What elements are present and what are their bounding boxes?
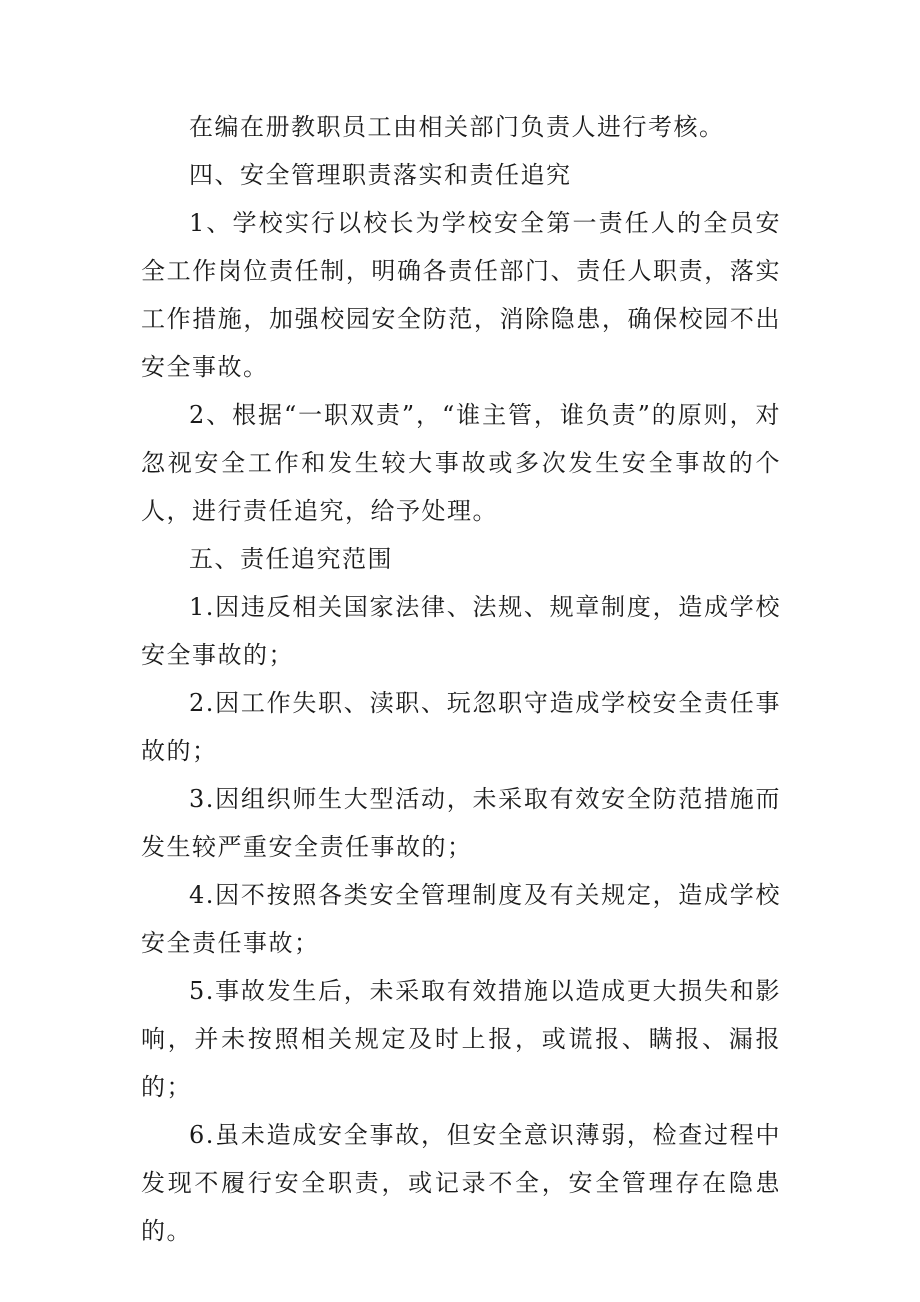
scope-item-1: 1.因违反相关国家法律、法规、规章制度，造成学校安全事故的； <box>141 593 781 669</box>
paragraph-item-2: 2、根据“一职双责”，“谁主管，谁负责”的原则，对忽视安全工作和发生较大事故或多次发生安全事故的个人，进行责任追究，给予处理。 <box>141 401 781 525</box>
scope-item-2: 2.因工作失职、渎职、玩忽职守造成学校安全责任事故的； <box>141 689 781 765</box>
paragraph-continuation: 在编在册教职员工由相关部门负责人进行考核。 <box>189 113 725 141</box>
scope-item-3: 3.因组织师生大型活动，未采取有效安全防范措施而发生较严重安全责任事故的； <box>141 785 781 861</box>
paragraph-item-1: 1、学校实行以校长为学校安全第一责任人的全员安全工作岗位责任制，明确各责任部门、责任人职责，落实工作措施，加强校园安全防范，消除隐患，确保校园不出安全事故。 <box>141 209 781 381</box>
scope-item-5: 5.事故发生后，未采取有效措施以造成更大损失和影响，并未按照相关规定及时上报，或谎报、瞒报、漏报的； <box>141 977 781 1101</box>
document-body <box>141 103 781 1255</box>
scope-item-4: 4.因不按照各类安全管理制度及有关规定，造成学校安全责任事故； <box>141 881 781 957</box>
scope-item-6: 6.虽未造成安全事故，但安全意识薄弱，检查过程中发现不履行安全职责，或记录不全，安全管理存在隐患的。 <box>141 1121 781 1245</box>
section-heading-5: 五、责任追究范围 <box>189 545 393 573</box>
section-heading-4: 四、安全管理职责落实和责任追究 <box>189 161 572 189</box>
